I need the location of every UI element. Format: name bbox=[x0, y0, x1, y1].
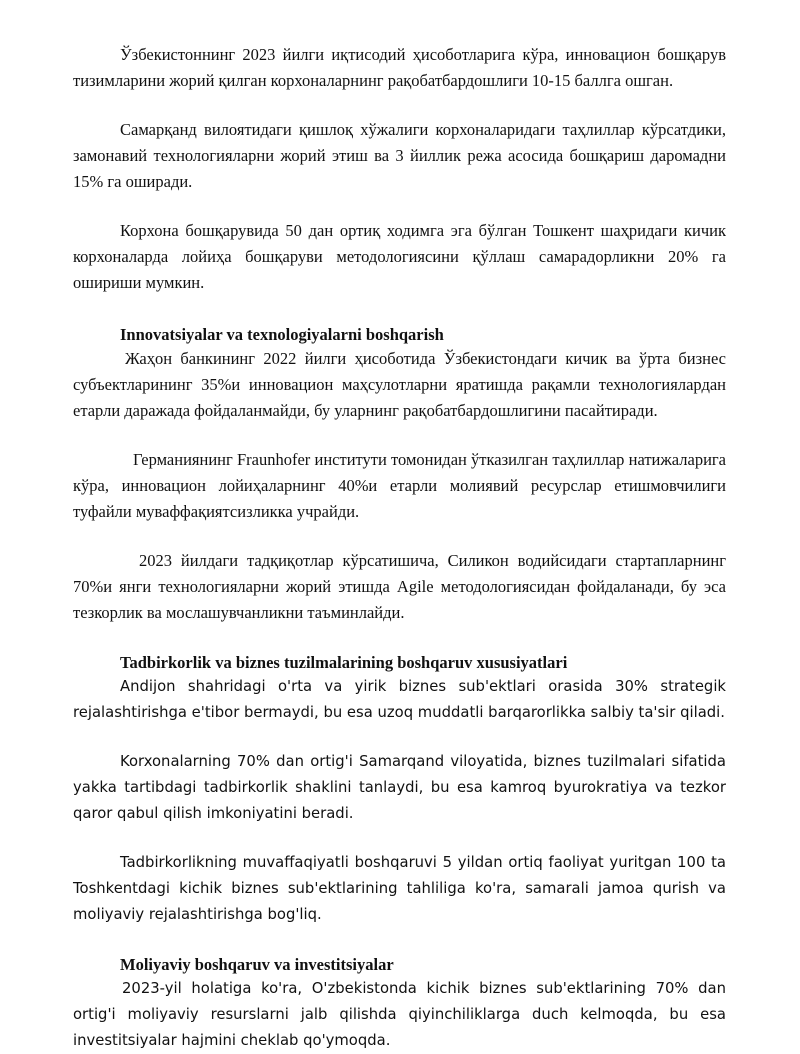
heading-innovations: Innovatsiyalar va texnologiyalarni boshqarish bbox=[120, 325, 444, 344]
paragraph-andijon: Andijon shahridagi o'rta va yirik biznes sub'ektlari orasida 30% strategik rejalashtirishga e'tibor bermaydi, bu esa uzoq muddatli barqarorlikka salbiy ta'sir qiladi. bbox=[73, 678, 726, 721]
paragraph-world-bank-report: Жаҳон банкининг 2022 йилги ҳисоботида Ўзбекистондаги кичик ва ўрта бизнес субъектларининг 35%и инновацион маҳсулотларни яратишда рақамли технологиялардан етарли даражада фойдаланмайди, бу уларнинг рақобатбардошлигини пасайтиради. bbox=[73, 349, 726, 420]
paragraph-silicon-valley: 2023 йилдаги тадқиқотлар кўрсатишича, Силикон водийсидаги стартапларнинг 70%и янги технологияларни жорий этишда Agile методологиясидан фойдаланади, бу эса тезкорлик ва мослашувчанликни таъминлайди. bbox=[73, 551, 726, 622]
paragraph-tashkent-project-management: Корхона бошқарувида 50 дан ортиқ ходимга эга бўлган Тошкент шаҳридаги кичик корхоналарда лойиҳа бошқаруви методологиясини қўллаш самарадорликни 20% га ошириши мумкин. bbox=[73, 221, 726, 292]
paragraph-fraunhofer: Германиянинг Fraunhofer институти томонидан ўтказилган таҳлиллар натижаларига кўра, инновацион лойиҳаларнинг 40%и етарли молиявий ресурслар етишмовчилиги туфайли муваффақиятсизликка учрайди. bbox=[73, 450, 726, 521]
paragraph-toshkent-analysis: Tadbirkorlikning muvaffaqiyatli boshqaruvi 5 yildan ortiq faoliyat yuritgan 100 ta Toshkentdagi kichik biznes sub'ektlarining tahliliga ko'ra, samarali jamoa qurish va moliyaviy rejalashtirishga bog'liq. bbox=[73, 854, 726, 923]
paragraph-competitiveness: Ўзбекистоннинг 2023 йилги иқтисодий ҳисоботларига кўра, инновацион бошқарув тизимларини жорий қилган корхоналарнинг рақобатбардошлиги 10-15 баллга ошган. bbox=[73, 45, 726, 90]
paragraph-financial-resources: 2023-yil holatiga ko'ra, O'zbekistonda kichik biznes sub'ektlarining 70% dan ortig'i moliyaviy resurslarni jalb qilishda qiyinchiliklarga duch kelmoqda, bu esa investitsiyalar hajmini cheklab qo'ymoqda. bbox=[73, 980, 726, 1049]
heading-financial-management: Moliyaviy boshqaruv va investitsiyalar bbox=[120, 955, 394, 974]
paragraph-samarqand-entrepreneurship: Korxonalarning 70% dan ortig'i Samarqand viloyatida, biznes tuzilmalari sifatida yakka tartibdagi tadbirkorlik shaklini tanlaydi, bu esa kamroq byurokratiya va tezkor qaror qabul qilish imkoniyatini beradi. bbox=[73, 753, 726, 822]
heading-business-structures: Tadbirkorlik va biznes tuzilmalarining boshqaruv xususiyatlari bbox=[120, 653, 568, 672]
paragraph-samarkand-agriculture: Самарқанд вилоятидаги қишлоқ хўжалиги корхоналаридаги таҳлиллар кўрсатдики, замонавий технологияларни жорий этиш ва 3 йиллик режа асосида бошқариш даромадни 15% га оширади. bbox=[73, 120, 726, 191]
document-page bbox=[73, 42, 726, 1054]
